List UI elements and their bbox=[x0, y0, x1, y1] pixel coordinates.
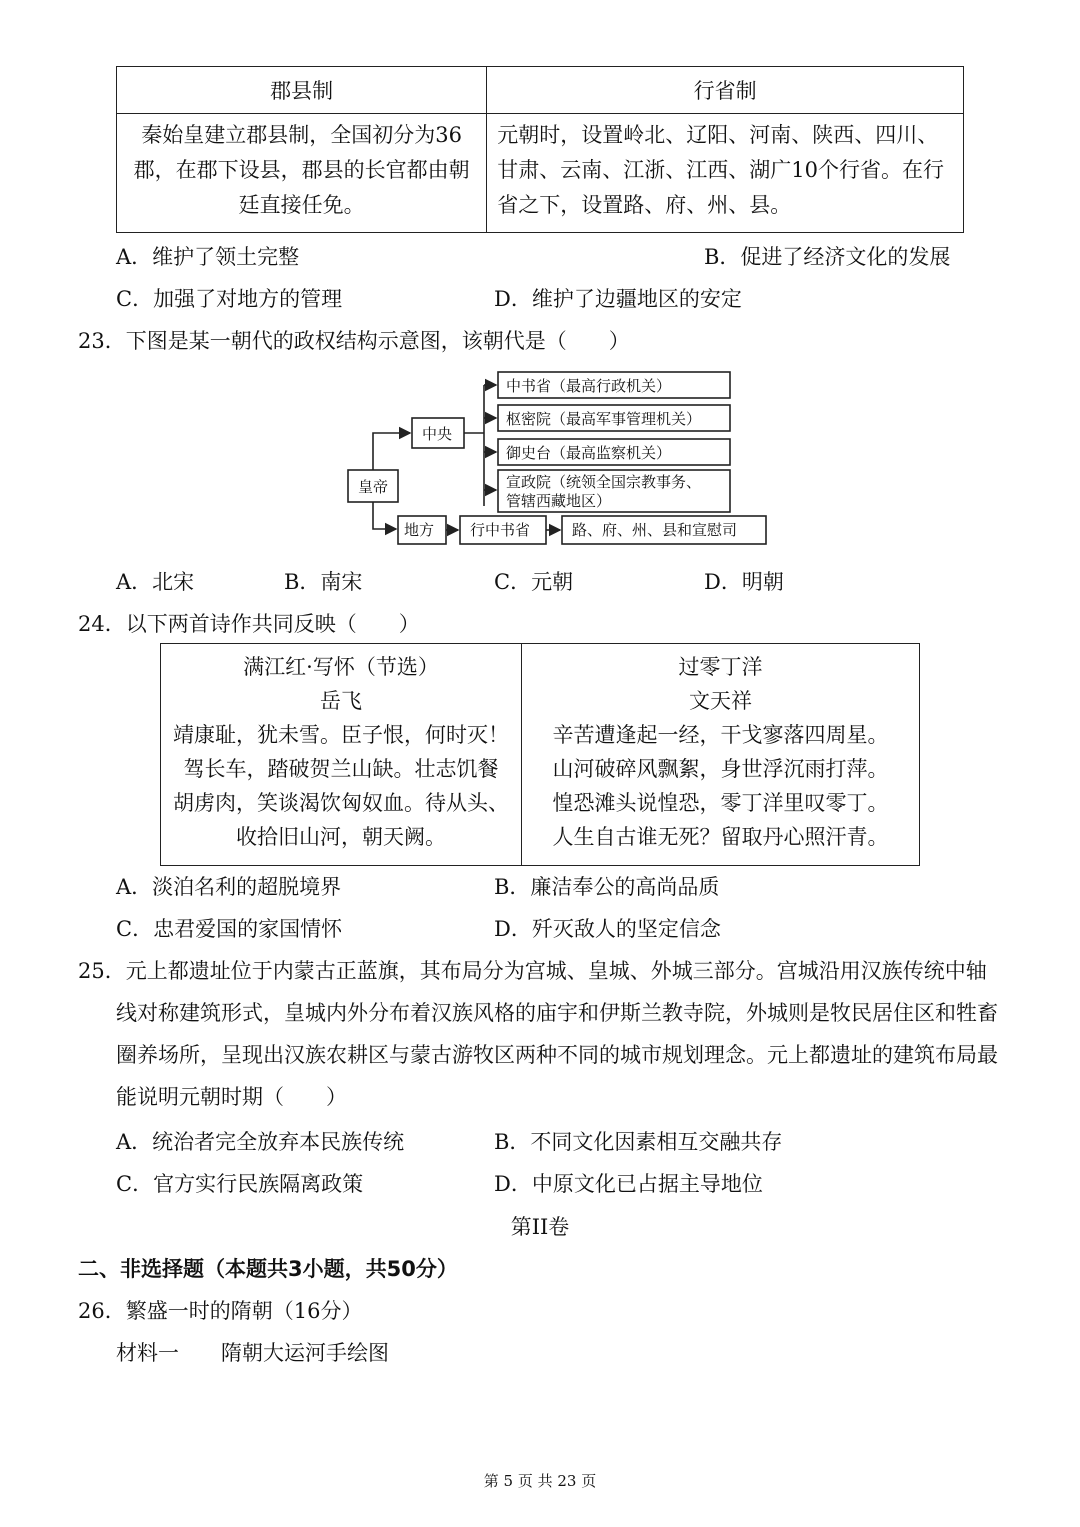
q22-option-d: D．维护了边疆地区的安定 bbox=[494, 287, 742, 311]
province-label: 行中书省 bbox=[470, 521, 531, 539]
q24-option-d: D．歼灭敌人的坚定信念 bbox=[494, 917, 721, 941]
poem1-line: 驾长车，踏破贺兰山缺。壮志饥餐 bbox=[183, 757, 499, 781]
central-label: 中央 bbox=[422, 425, 453, 443]
q25-option-a: A．统治者完全放弃本民族传统 bbox=[116, 1130, 405, 1154]
poem2-line: 人生自古谁无死？留取丹心照汗青。 bbox=[552, 825, 889, 849]
table-header-xingsheng: 行省制 bbox=[487, 67, 964, 114]
local-label: 地方 bbox=[404, 521, 435, 539]
emperor-label: 皇帝 bbox=[358, 478, 389, 496]
q25-option-c: C．官方实行民族隔离政策 bbox=[116, 1172, 364, 1196]
poem2-line: 辛苦遭逢起一经，干戈寥落四周星。 bbox=[552, 723, 889, 747]
poem1-author: 岳飞 bbox=[320, 689, 362, 713]
poem1-line: 胡虏肉，笑谈渴饮匈奴血。待从头、 bbox=[173, 791, 509, 815]
section-heading: 二、非选择题（本题共3小题，共50分） bbox=[78, 1257, 458, 1281]
q25-stem bbox=[78, 950, 1006, 1118]
q23-option-d: D．明朝 bbox=[704, 570, 784, 594]
q24-option-b: B．廉洁奉公的高尚品质 bbox=[494, 875, 720, 899]
subunits-label: 路、府、州、县和宣慰司 bbox=[572, 521, 738, 539]
poem2-title: 过零丁洋 bbox=[678, 655, 763, 679]
yushi-label: 御史台（最高监察机关） bbox=[506, 444, 672, 462]
table-cell-xingsheng: 元朝时，设置岭北、辽阳、河南、陕西、四川、甘肃、云南、江浙、江西、湖广10个行省。在行省之下，设置路、府、州、县。 bbox=[487, 114, 964, 233]
q25-stem-text: 25．元上都遗址位于内蒙古正蓝旗，其布局分为宫城、皇城、外城三部分。宫城沿用汉族传统中轴线对称建筑形式，皇城内外分布着汉族风格的庙宇和伊斯兰教寺院，外城则是牧民居住区和牲畜圈养场所，呈现出汉族农耕区与蒙古游牧区两种不同的城市规划理念。元上都遗址的建筑布局最能说明元朝时期（ ） bbox=[78, 959, 998, 1109]
poem1-title: 满江红·写怀（节选） bbox=[243, 655, 439, 679]
shumi-label: 枢密院（最高军事管理机关） bbox=[506, 410, 702, 428]
q23-option-b: B．南宋 bbox=[284, 570, 363, 594]
q22-option-a: A．维护了领土完整 bbox=[116, 245, 300, 269]
poem2-cell bbox=[522, 644, 920, 866]
poem2-line: 山河破碎风飘絮，身世浮沉雨打萍。 bbox=[552, 757, 889, 781]
government-structure-diagram bbox=[340, 366, 780, 550]
q24-option-c: C．忠君爱国的家国情怀 bbox=[116, 917, 343, 941]
material1-label: 材料一 隋朝大运河手绘图 bbox=[116, 1341, 389, 1365]
poem2-author: 文天祥 bbox=[689, 689, 752, 713]
q25-option-d: D．中原文化已占据主导地位 bbox=[494, 1172, 763, 1196]
q22-option-b: B．促进了经济文化的发展 bbox=[704, 245, 951, 269]
table-cell-junxian: 秦始皇建立郡县制，全国初分为36郡，在郡下设县，郡县的长官都由朝廷直接任免。 bbox=[117, 114, 487, 233]
q24-poem-table bbox=[160, 643, 920, 866]
page-footer: 第 5 页 共 23 页 bbox=[483, 1472, 597, 1490]
q24-stem: 24．以下两首诗作共同反映（ ） bbox=[78, 612, 420, 636]
xuanzheng-label-1: 宣政院（统领全国宗教事务、 bbox=[506, 473, 702, 491]
q24-option-a: A．淡泊名利的超脱境界 bbox=[116, 875, 342, 899]
zhongshu-label: 中书省（最高行政机关） bbox=[506, 377, 672, 395]
q22-comparison-table bbox=[116, 66, 964, 233]
poem1-line: 靖康耻，犹未雪。臣子恨，何时灭！ bbox=[173, 723, 509, 747]
poem1-cell bbox=[161, 644, 522, 866]
q23-stem: 23．下图是某一朝代的政权结构示意图，该朝代是（ ） bbox=[78, 329, 630, 353]
q22-option-c: C．加强了对地方的管理 bbox=[116, 287, 343, 311]
table-header-junxian: 郡县制 bbox=[117, 67, 487, 114]
xuanzheng-label-2: 管辖西藏地区） bbox=[506, 492, 612, 510]
volume-title: 第II卷 bbox=[510, 1215, 570, 1239]
poem2-line: 惶恐滩头说惶恐，零丁洋里叹零丁。 bbox=[552, 791, 889, 815]
q23-option-a: A．北宋 bbox=[116, 570, 195, 594]
poem1-line: 收拾旧山河，朝天阙。 bbox=[236, 825, 446, 849]
q26-title: 26．繁盛一时的隋朝（16分） bbox=[78, 1299, 363, 1323]
q23-option-c: C．元朝 bbox=[494, 570, 574, 594]
q25-option-b: B．不同文化因素相互交融共存 bbox=[494, 1130, 783, 1154]
